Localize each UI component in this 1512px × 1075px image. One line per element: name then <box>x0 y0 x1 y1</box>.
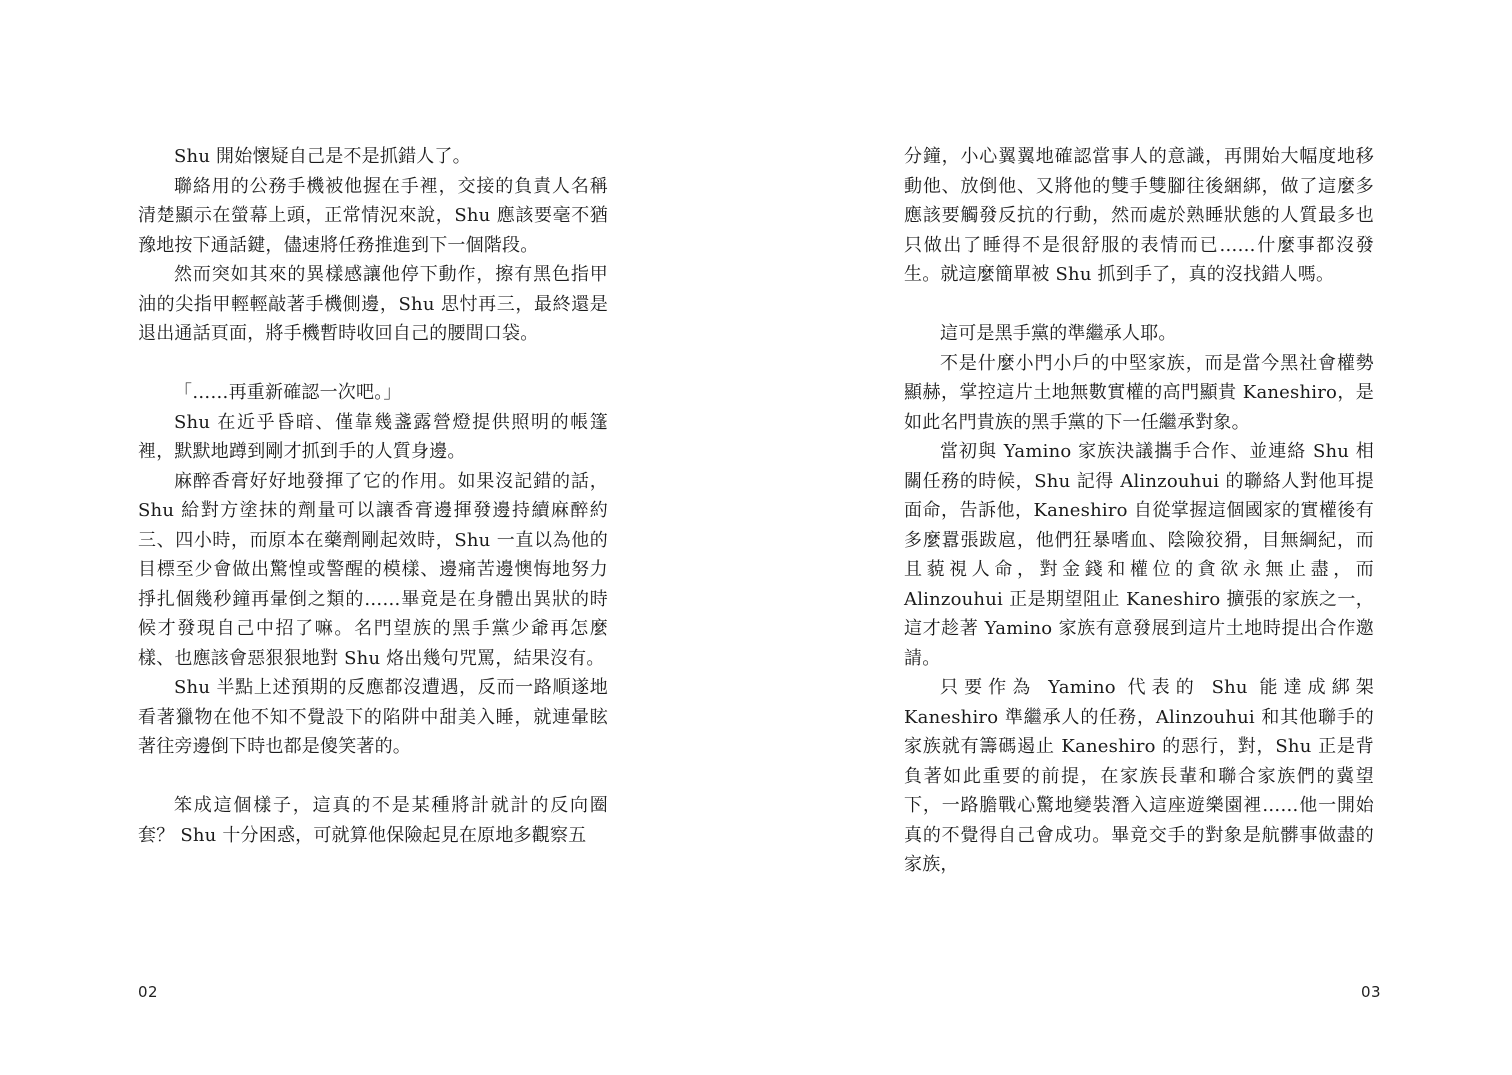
paragraph: Shu 半點上述預期的反應都沒遭遇，反而一路順遂地看著獵物在他不知不覺設下的陷阱中甜美入睡，就連暈眩著往旁邊倒下時也都是傻笑著的。 <box>138 677 608 757</box>
paragraph: 聯絡用的公務手機被他握在手裡，交接的負責人名稱清楚顯示在螢幕上頭，正常情況來說，Shu 應該要毫不猶豫地按下通話鍵，儘速將任務推進到下一個階段。 <box>138 175 608 256</box>
right-page <box>756 0 1512 1075</box>
page-number: 03 <box>1361 983 1382 1001</box>
paragraph: Shu 開始懷疑自己是不是抓錯人了。 <box>174 146 471 167</box>
page-number: 02 <box>138 983 159 1001</box>
section-break <box>904 290 1374 320</box>
paragraph: 笨成這個樣子，這真的不是某種將計就計的反向圈套？ Shu 十分困惑，可就算他保險起見在原地多觀察五 <box>138 795 608 846</box>
section-break <box>138 762 608 792</box>
paragraph: 麻醉香膏好好地發揮了它的作用。如果沒記錯的話，Shu 給對方塗抹的劑量可以讓香膏邊揮發邊持續麻醉約三、四小時，而原本在藥劑剛起效時，Shu 一直以為他的目標至少會做出驚惶或警醒的模樣、邊痛苦邊懊悔地努力掙扎個幾秒鐘再暈倒之類的……畢竟是在身體出異狀的時候才發現自己中招了嘛。名門望族的黑手黨少爺再怎麼樣、也應該會惡狠狠地對 Shu 烙出幾句咒罵，結果沒有。 <box>138 470 608 669</box>
dialogue-paragraph: 「……再重新確認一次吧。」 <box>174 382 402 403</box>
right-page-body <box>904 142 1374 880</box>
section-break <box>138 349 608 379</box>
paragraph: 這可是黑手黨的準繼承人耶。 <box>940 323 1177 344</box>
paragraph: Shu 在近乎昏暗、僅靠幾盞露營燈提供照明的帳篷裡，默默地蹲到剛才抓到手的人質身邊。 <box>138 411 608 462</box>
paragraph: 當初與 Yamino 家族決議攜手合作、並連絡 Shu 相關任務的時候，Shu 記得 Alinzouhui 的聯絡人對他耳提面命，告訴他，Kaneshiro 自從掌握這個國家的實權後有多麼囂張跋扈，他們狂暴嗜血、陰險狡猾，目無綱紀，而且藐視人命，對金錢和權位的貪欲永無止盡，而 Alinzouhui 正是期望阻止 Kaneshiro 擴張的家族之一，這才趁著 Yamino 家族有意發展到這片土地時提出合作邀請。 <box>904 441 1374 669</box>
paragraph: 只要作為 Yamino 代表的 Shu 能達成綁架 Kaneshiro 準繼承人的任務，Alinzouhui 和其他聯手的家族就有籌碼遏止 Kaneshiro 的惡行，對，Shu 正是背負著如此重要的前提，在家族長輩和聯合家族們的冀望下，一路膽戰心驚地變裝潛入這座遊樂園裡……他一開始真的不覺得自己會成功。畢竟交手的對象是航髒事做盡的家族， <box>904 677 1374 875</box>
paragraph: 不是什麼小門小戶的中堅家族，而是當今黑社會權勢顯赫，掌控這片土地無數實權的高門顯貴 Kaneshiro，是如此名門貴族的黑手黨的下一任繼承對象。 <box>904 352 1374 433</box>
left-page-body <box>138 142 608 850</box>
paragraph: 然而突如其來的異樣感讓他停下動作，擦有黑色指甲油的尖指甲輕輕敲著手機側邊，Shu 思忖再三，最終還是退出通話頁面，將手機暫時收回自己的腰間口袋。 <box>138 264 608 344</box>
continued-paragraph: 分鐘，小心翼翼地確認當事人的意識，再開始大幅度地移動他、放倒他、又將他的雙手雙腳往後綑綁，做了這麼多應該要觸發反抗的行動，然而處於熟睡狀態的人質最多也只做出了睡得不是很舒服的表情而已……什麼事都沒發生。就這麼簡單被 Shu 抓到手了，真的沒找錯人嗎。 <box>904 146 1374 285</box>
